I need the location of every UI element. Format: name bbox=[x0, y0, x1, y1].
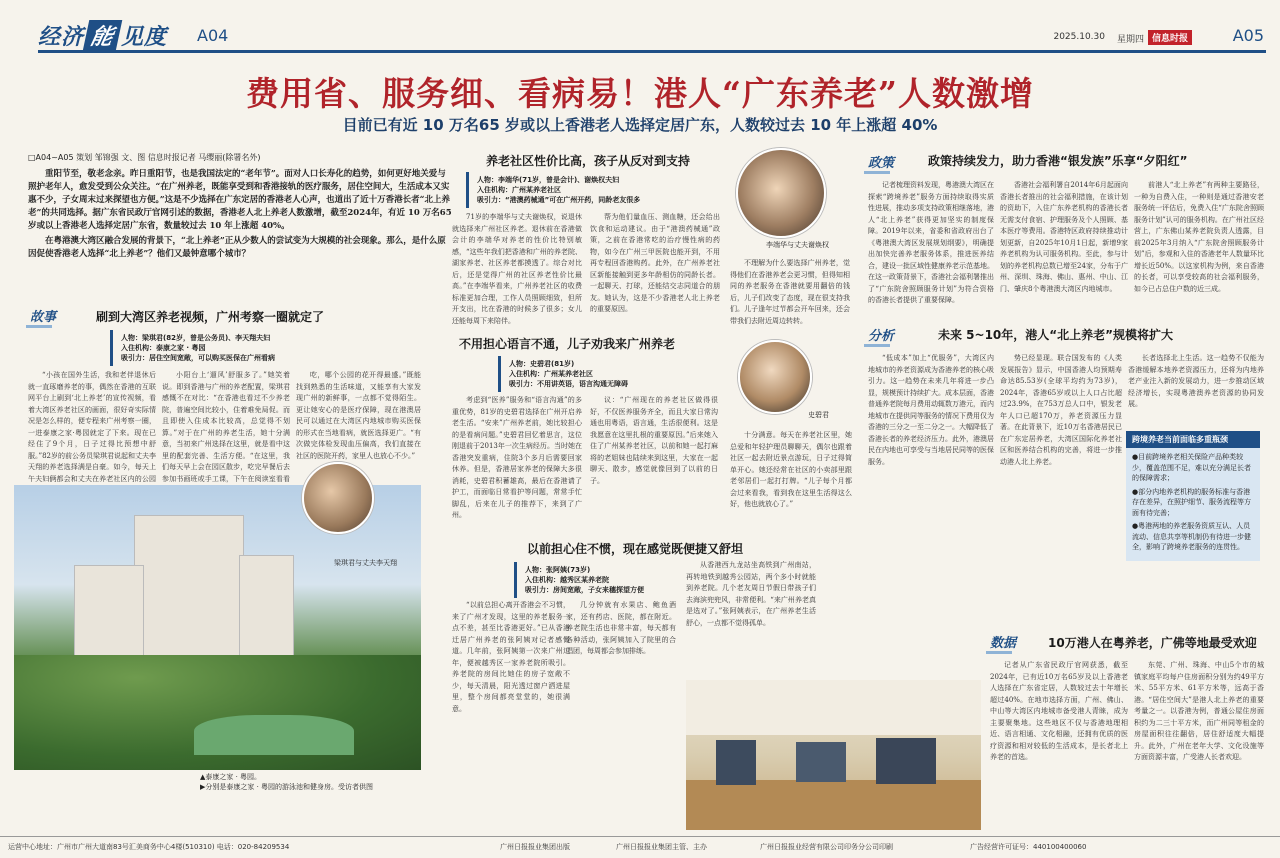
profile-line: 入住机构：泰康之家 · 粤园 bbox=[121, 344, 206, 352]
bottleneck-sidebox bbox=[1126, 431, 1260, 561]
section1-column-a: “小孩在国外生活，我和老伴退休后就一直琢磨养老的事，偶然在香港的互联网平台上刷到‘北上养老’的宣传视频，看着大湾区养老社区的画面，很好奇实际情况是怎么样的，便专程来广州考察一圈，一进泰康之家·粤园就定了下来。现在已经住了9个月，日子过得比预想中舒服。”82岁的前公务员梁琪君说起和丈夫李天翔的养老选择满是自豪。如今，每天上午夫妇俩都会和丈夫在养老社区内的公园 bbox=[28, 371, 156, 483]
subheadline: 目前已有近 10 万名65 岁或以上香港老人选择定居广东，人数较过去 10 年上涨超 40% bbox=[342, 116, 938, 134]
section1-column-c: 吃，哪个公园的花开得最盛。”既能找到熟悉的生活味道，又能享有大家发现广州的新鲜事，一点都不觉得陌生。更让她安心的是医疗保障，现在港澳居民可以通过在大湾区内地城市购买医保的形式在当地看病，就医选择更广。“有次做完体检发现血压偏高，我们直接在社区的医院开药，家里人也放心不少。” bbox=[296, 371, 421, 460]
gym-ceiling bbox=[686, 680, 981, 735]
analysis-column-c: 长者选择北上生活。这一趋势不仅能为香港缓解本地养老资源压力，还将为内地养老产业注入新的发展动力，进一步推动区域经济增长，实现粤港澳养老资源的协同发展。 bbox=[1128, 354, 1264, 408]
section-tag-data: 数据 bbox=[990, 632, 1016, 651]
issue-weekday: 星期四 bbox=[1116, 35, 1144, 45]
footer-address: 运营中心地址：广州市广州大道南83号汇美商务中心4楼(510310) 电话：020-84209534 bbox=[8, 843, 290, 851]
data-column-b: 东莞、广州、珠海、中山5个市的城镇家庭平均每户住房面积分别为约49平方米、55平方米、61平方米等，远高于香港。“居住空间大”是港人北上养老的重要考量之一。以香港为例，普通公屋住房面积约为二三十平方米，而广州同等租金的房屋面积往往翻倍，居住舒适度大幅提升。此外，广州在老年大学、文化设施等方面资源丰富，广受港人长者欢迎。 bbox=[1134, 661, 1264, 761]
sidebox-point: ●部分内地养老机构的服务标准与香港存在差异，在照护细节、服务流程等方面有待完善； bbox=[1132, 487, 1251, 517]
caption-line: ▶分别是泰康之家 · 粤园的游泳池和健身房。受访者供图 bbox=[200, 783, 374, 791]
section4-column-b: 几分钟就有水果店、鲍鱼酒家，还有药店、医院，都在附近。养老院生活也非常丰富，每天都有各种活动，张阿姨加入了院里的合唱团，每周都会参加排练。 bbox=[566, 601, 676, 655]
masthead bbox=[0, 0, 1280, 58]
issue-date: 2025.10.30 bbox=[1053, 32, 1105, 42]
gym-floor bbox=[686, 780, 981, 830]
headline: 费用省、服务细、看病易！港人“广东养老”人数激增 bbox=[246, 74, 1034, 113]
footer bbox=[0, 836, 1280, 858]
profile-line: 吸引力：“港澳药械通”可在广州开药，同龄老友很多 bbox=[477, 196, 641, 204]
policy-column-c: 前港人“北上养老”有两种主要路径，一种为自费入住，一种则是通过香港安老服务统一评估后，免费入住“广东院舍照顾服务计划”认可的服务机构。在广州社区经营上，广东佛山某养老院负责人透露，目前2025年3月纳入“广东院舍照顾服务计划”后，参观和入住的香港老年人数量环比增长近50%。以这家机构为例，来自香港的长者，可以享受较高的社会福利服务，如今已占总住户数的近三成。 bbox=[1134, 181, 1264, 293]
policy-title: 政策持续发力，助力香港“银发族”乐享“夕阳红” bbox=[928, 154, 1188, 168]
section2-profile bbox=[466, 172, 721, 208]
lead-paragraph: 在粤港澳大湾区融合发展的背景下，“北上养老”正从少数人的尝试变为大规模的社会现象。那么，是什么原因促使香港老人选择“北上养老”？他们又最钟意哪个城市？ bbox=[28, 236, 446, 259]
section1-title: 刷到大湾区养老视频，广州考察一圈就定了 bbox=[96, 310, 325, 324]
section2-column-b: 帮为他们量血压、测血糖，还会给出饮食和运动建议。由于“港澳药械通”政策，之前在香港常吃的治疗慢性病的药物，如今在广州三甲医院也能开到，不用再专程回香港购药。此外，在广州养老社区新能接触到更多年龄相仿的同龄长者。一起聊天、打球，还能结交志同道合的朋友。她认为，这是不少香港老人北上养老的重要原因。 bbox=[590, 213, 720, 313]
section2-column-a: 71岁的李端华与丈夫谢焕权，说退休就选择来广州社区养老。退休前在香港做会计的李端华对养老的性价比特别敏感，“这些年我们把香港和广州的养老院、湖家养老、社区养老都摸透了。综合对比后，还是觉得广州的社区养老性价比最高。”在李端华看来，广州养老社区的收费标准更加合理，工作人员照顾细致，但所开支出，比在香港的时候多了很多；女儿还能每周下来陪伴。 bbox=[452, 213, 582, 325]
gym-equipment bbox=[796, 742, 846, 782]
footer-publisher: 广州日报报业集团出版 bbox=[500, 843, 570, 851]
section-tag-story: 故事 bbox=[30, 306, 56, 325]
data-title: 10万港人在粤养老，广佛等地最受欢迎 bbox=[1048, 636, 1257, 650]
photo-taikang-yueyuan bbox=[14, 485, 421, 770]
analysis-column-a: “低成本”加上“优服务”，大湾区内地城市的养老资源成为香港养老的核心吸引力。这一趋势在未来几年将进一步凸显，规模预计持续扩大。成本层面，香港普通养老院每月费用动辄数万港元，而内地城市在提供同等服务的情况下费用仅为香港的三分之一至二分之一。大幅降低了香港长者的养老经济压力。此外，港澳居民在内地也可享受与当地居民同等的医保服务。 bbox=[868, 354, 994, 466]
section4-title: 以前担心住不惯，现在感觉既便捷又舒坦 bbox=[527, 542, 744, 556]
sidebox-point: ●粤港两地的养老服务资质互认、人员流动、信息共享等机制仍有待进一步健全，影响了跨境养老服务的连贯性。 bbox=[1132, 522, 1251, 551]
lead-paragraphs bbox=[28, 168, 453, 263]
section1-column-b: 小阳台上‘遛风’舒服多了。”她笑着说。即到香港与广州的养老配置，梁琪君感慨不在对比：“在香港也看过不少养老院，普遍空间比较小，住着难免局促。而且即使入住成本比较高，总觉得不划算。”对于在广州的养老生活，她十分满意，当初来广州选择在这里，就是看中这里的配套完善、生活方便。“在这里，我们每天早上会在园区散步，吃完早餐后去参加书画班或手工课，下午在阅读室看看 bbox=[162, 371, 290, 483]
footer-printer: 广州日报报业经营有限公司印务分公司印刷 bbox=[760, 843, 893, 851]
section-tag-policy: 政策 bbox=[868, 152, 894, 171]
profile-line: 入住机构：广州某养老社区 bbox=[509, 370, 593, 378]
section1-profile bbox=[110, 330, 330, 366]
section3-column-a: 考虑到“医养”服务和“语言沟通”的多重优势，81岁的史碧君选择在广州开启养老生活。“安来”广州养老前，她比较担心的是看病问题。”史碧君回忆着思言，这位刚退前于2013年一次生病经历。当时她在香港突发重病，住院3个多月后需要回家休养。但是，香港居家养老的保障大多很消耗，史碧君积蓄雄高，最后在香港请了护工，而面临日常看护等问题，常常手忙脚乱，后来在儿子的推荐下，来到了广州。 bbox=[452, 396, 582, 519]
section3-title: 不用担心语言不通，儿子劝我来广州养老 bbox=[459, 337, 676, 351]
sidebox-title: 跨境养老当前面临多重瓶颈 bbox=[1126, 431, 1260, 448]
section3-column-c: 十分满意。每天在养老社区里，她总爱和年轻护理员聊聊天，偶尔也跟着社区一起去附近景点游玩，日子过得简单开心。她还经常在社区的小卖部里跟老邻居们一起打打牌。“儿子每个月都会过来看我，看到我在这里生活得这么好，他也就放心了。” bbox=[730, 431, 852, 508]
portrait-shi-bijun bbox=[738, 340, 812, 414]
portrait-caption: 梁琪君与丈夫李天翔 bbox=[334, 559, 397, 567]
section4-profile bbox=[514, 562, 699, 598]
profile-line: 人物：张阿姨(73岁) bbox=[525, 566, 591, 574]
section4-column-a: “以前总担心离开香港会不习惯，来了广州才发现，这里的养老服务一点不差，甚至比香港更好。”已从香港迁居广州养老的张阿姨对记者感慨道。几年前，张阿姨第一次来广州过年，便被越秀区一家养老院所吸引。养老院的房间比她住的房子宽敞不少，每天清晨，阳光透过窗户洒进屋里，整个房间都亮堂堂的，她很满意。 bbox=[452, 601, 570, 713]
section2-title: 养老社区性价比高，孩子从反对到支持 bbox=[486, 154, 691, 168]
section2-column-c: 不理解为什么要选择广州养老，觉得他们在香港养老会更习惯，但得知相同的养老服务在香港就要用翻倍的钱后，儿子们改变了态度，现在很支持我们。儿子逢年过节都会开车回来，还会带我们去附近周边转转。 bbox=[730, 259, 850, 325]
sidebox-body bbox=[1126, 448, 1260, 560]
profile-line: 人物：梁琪君(82岁，曾是公务员)、李天翔夫妇 bbox=[121, 334, 271, 342]
analysis-title: 未来 5~10年，港人“北上养老”规模将扩大 bbox=[938, 328, 1174, 342]
brand-logo: 经济 能 见度 bbox=[38, 20, 167, 51]
lawn bbox=[194, 715, 354, 755]
profile-line: 人物：史碧君(81岁) bbox=[509, 360, 575, 368]
photo-caption bbox=[200, 772, 373, 792]
profile-line: 入住机构：广州某养老社区 bbox=[477, 186, 561, 194]
footer-license: 广告经营许可证号：440100400060 bbox=[970, 843, 1087, 851]
profile-line: 吸引力：房间宽敞，子女来穗探望方便 bbox=[525, 586, 644, 594]
policy-column-b: 香港社会福利署自2014年6月起面向香港长者推出的社会福利措施，在该计划的资助下，入住广东养老机构的香港长者无需支付食宿、护理服务及个人照顾、基本医疗等费用。香港特区政府持续推动计划更新，自2025年10月1日起，新增9家养老机构为认可服务机构。至此，参与计划的养老机构总数已增至24家，分布于广州、深圳、珠海、佛山、惠州、中山、江门、肇庆8个粤港澳大湾区内地城市。 bbox=[1000, 181, 1128, 293]
newspaper-logo: 信息时报 bbox=[1148, 30, 1192, 45]
page-number-right: A05 bbox=[1232, 26, 1264, 45]
profile-line: 人物：李端华(71岁，曾是会计)、谢焕权夫妇 bbox=[477, 176, 620, 184]
profile-line: 吸引力：居住空间宽敞，可以购买医保在广州看病 bbox=[121, 354, 275, 362]
gym-equipment bbox=[716, 740, 756, 785]
footer-sponsor: 广州日报报业集团主管、主办 bbox=[616, 843, 707, 851]
portrait-li-couple bbox=[736, 148, 826, 238]
section-tag-analysis: 分析 bbox=[868, 325, 894, 344]
section3-profile bbox=[498, 356, 718, 392]
sidebox-point: ●目前跨境养老相关保险产品种类较少，覆盖范围不足，难以充分满足长者的保障需求； bbox=[1132, 453, 1251, 482]
gym-equipment bbox=[876, 738, 936, 784]
analysis-column-b: 势已经显现。联合国发布的《人类发展报告》显示，中国香港人均预期寿命达85.53岁(全球平均约为73岁)，2024年，香港65岁或以上人口占比超过23.9%，在753万总人口中，银发老年人口已超170万，养老资源压力显著。在此背景下，近10万名香港居民已在广东定居养老，大湾区国际化养老社区和医养结合机构的完善，将进一步推动港人北上养老。 bbox=[1000, 354, 1122, 466]
masthead-rule bbox=[38, 50, 1266, 53]
section4-column-c: 从香港西九龙站坐高铁到广州南站，再转地铁到越秀公园站，两个多小时就能到养老院。几个老友周日节假日带孩子们去海滨兜兜风，非常便利。“来广州养老真是选对了。”张阿姨表示，在广州养老生活舒心，一点都不觉得孤单。 bbox=[686, 561, 816, 627]
page-number-left: A04 bbox=[197, 26, 229, 45]
profile-line: 入住机构：越秀区某养老院 bbox=[525, 576, 609, 584]
photo-gym-pool bbox=[686, 680, 981, 830]
data-column-a: 记者从广东省民政厅官网获悉，截至2024年，已有近10万名65岁及以上香港老人选择在广东省定居，人数较过去十年增长超过40%。在地市选择方面，广州、佛山、中山等大湾区内地城市备受港人青睐，成为主要聚集地。这些地区不仅与香港地理相近、语言相通、文化相融，还拥有优质的医疗资源和相对较低的生活成本，是长者北上养老的首选。 bbox=[990, 661, 1128, 761]
portrait-caption: 史碧君 bbox=[808, 411, 829, 419]
caption-line: ▲泰康之家 · 粤园。 bbox=[200, 773, 262, 781]
section3-column-b: 议：“广州现在的养老社区做得很好，不仅医养服务齐全，而且大家日常沟通也用粤语，语言通，生活很便利。这是我愿意在这里扎根的重要原因。”后来她入住了广州某养老社区，以前和她一起打麻将的老姐妹也陆续来到这里，大家在一起聊天、散步，感觉就像回到了以前的日子。 bbox=[590, 396, 718, 485]
portrait-caption: 李端华与丈夫谢焕权 bbox=[766, 241, 829, 249]
profile-line: 吸引力：不用讲英语，语言沟通无障碍 bbox=[509, 380, 628, 388]
policy-column-a: 记者梳理资料发现，粤港澳大湾区在探索“跨境养老”服务方面持续取得实质性进展，推动多项支持政策相继落地，港人“北上养老”获得更加坚实的制度保障。2019年以来，省委和省政府出台了《粤港澳大湾区发展规划纲要》，明确提出加快完善养老服务体系，推进医养结合，建设一批区域性健康养老示范基地。在这一政策背景下，香港社会福利署推出了“广东院舍照顾服务计划”为符合资格的香港长者提供了重要保障。 bbox=[868, 181, 994, 304]
byline: □A04~A05 策划 邹锦强 文、图 信息时报记者 马缨丽(除署名外) bbox=[28, 153, 261, 162]
portrait-liang-couple bbox=[302, 462, 374, 534]
lead-paragraph: 重阳节至，敬老念亲。昨日重阳节，也是我国法定的“老年节”。面对人口长寿化的趋势，如何更好地关爱与照护老年人，愈发受到公众关注。“在广州养老，既能享受到和香港接轨的医疗服务，居住空间大，生活成本又实惠不少，子女周末过来探望也方便。”这是不少选择在广东定居的香港老人心声，也道出了近十万香港长者“北上养老”的共同选择。据广东省民政厅官网引述的数据，香港老人北上养老人数激增，截至2024年，有近 10 万名65 岁或以上香港老人选择定居广东省，数量较过去 10 年上涨超 40%。 bbox=[28, 169, 452, 231]
